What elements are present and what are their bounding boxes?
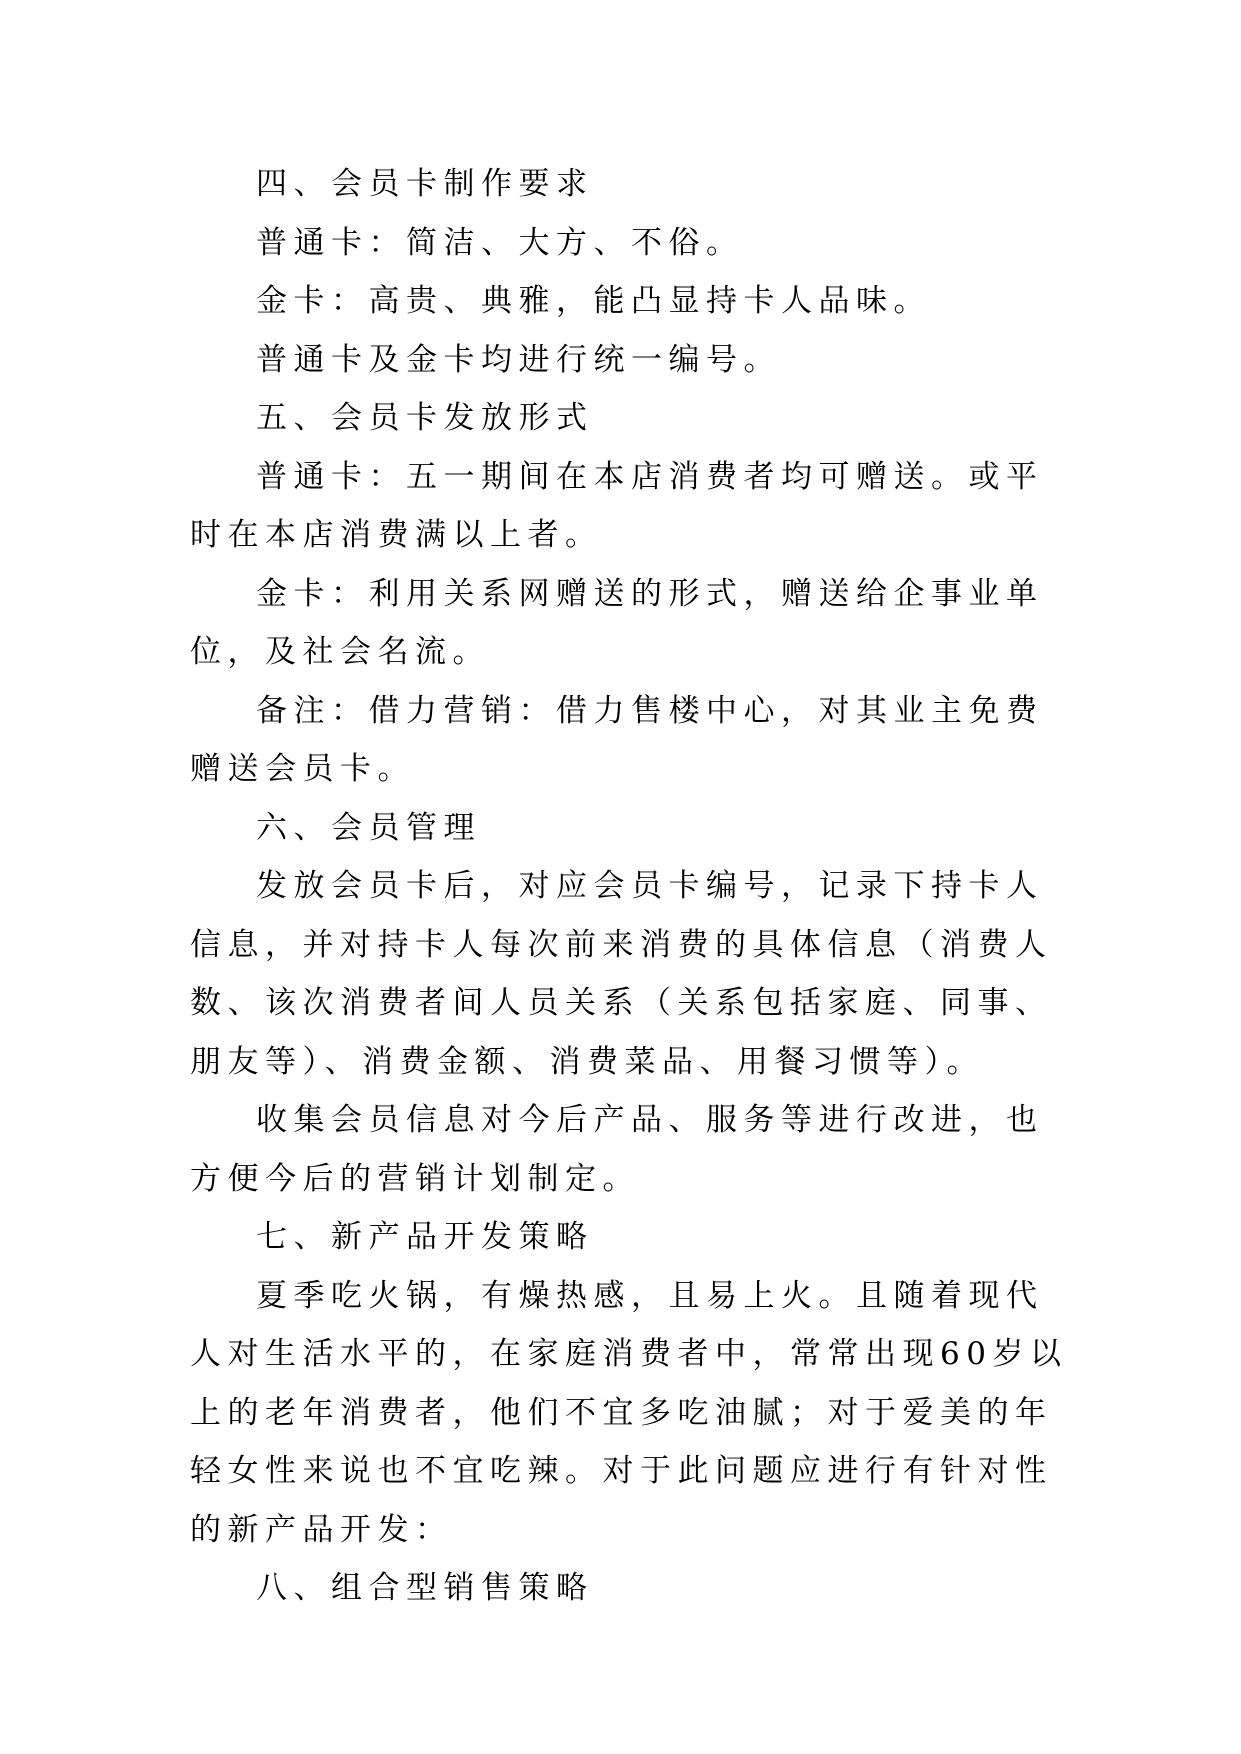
section-heading-5: 五、会员卡发放形式 <box>256 400 594 436</box>
section-heading-6: 六、会员管理 <box>256 809 481 846</box>
paragraph: 收集会员信息对今后产品、服务等进行改进，也方便今后的营销计划制定。 <box>190 1102 1044 1197</box>
paragraph: 备注：借力营销：借力售楼中心，对其业主免费赠送会员卡。 <box>190 692 1044 787</box>
paragraph: 普通卡：简洁、大方、不俗。 <box>256 224 744 261</box>
paragraph: 金卡：利用关系网赠送的形式，赠送给企事业单位，及社会名流。 <box>190 575 1044 670</box>
section-heading-7: 七、新产品开发策略 <box>256 1219 594 1255</box>
section-heading-8: 八、组合型销售策略 <box>256 1570 594 1606</box>
section-heading-4: 四、会员卡制作要求 <box>256 166 594 202</box>
paragraph: 发放会员卡后，对应会员卡编号，记录下持卡人信息，并对持卡人每次前来消费的具体信息（消费人数、该次消费者间人员关系（关系包括家庭、同事、朋友等）、消费金额、消费菜品、用餐习惯等）。 <box>190 868 1053 1080</box>
paragraph: 普通卡：五一期间在本店消费者均可赠送。或平时在本店消费满以上者。 <box>190 458 1044 553</box>
paragraph: 金卡：高贵、典雅，能凸显持卡人品味。 <box>256 283 931 319</box>
paragraph: 夏季吃火锅，有燥热感，且易上火。且随着现代人对生活水平的，在家庭消费者中，常常出现60岁以上的老年消费者，他们不宜多吃油腻；对于爱美的年轻女性来说也不宜吃辣。对于此问题应进行有针对性的新产品开发： <box>190 1277 1068 1548</box>
paragraph: 普通卡及金卡均进行统一编号。 <box>256 341 781 378</box>
document-body <box>190 155 1070 1618</box>
